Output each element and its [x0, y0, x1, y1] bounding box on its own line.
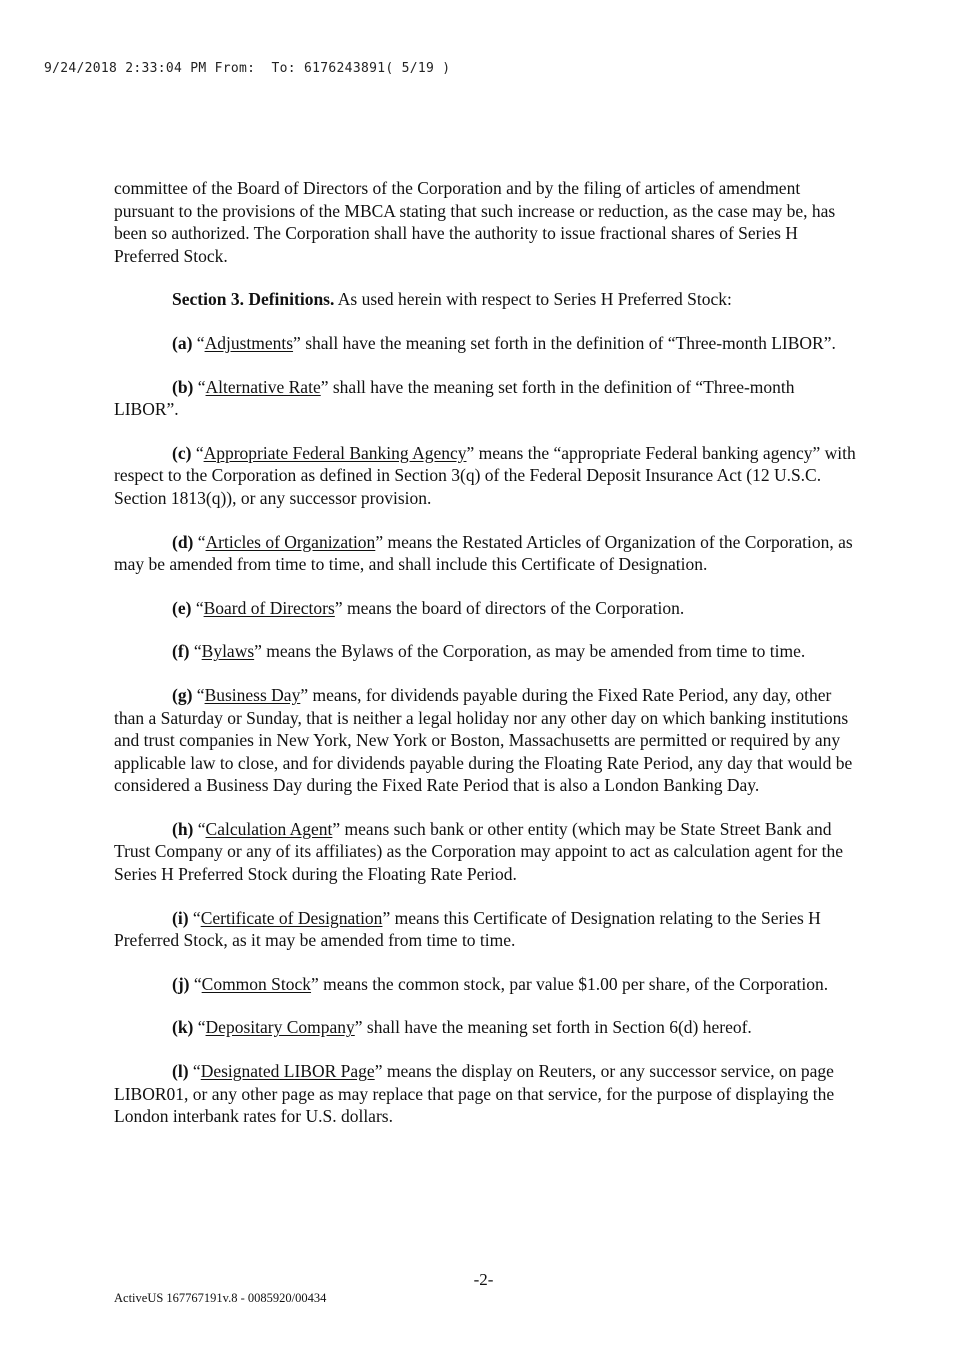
definition-letter: (a): [172, 332, 193, 353]
definition-j: (j) “Common Stock” means the common stock, par value $1.00 per share, of the Corporation.: [172, 973, 829, 994]
definition-text: ” means the “appropriate Federal banking agency” with respect to the Corporation as defined in Section 3(q) of the Federal Deposit Insurance Act (12 U.S.C. Section 1813(q)), or any successor provision.: [114, 442, 856, 508]
definition-text: ” means this Certificate of Designation relating to the Series H Preferred Stock, as it may be amended from time to time.: [114, 907, 821, 951]
definition-text: ” means the board of directors of the Corporation.: [334, 597, 685, 618]
definition-term: Alternative Rate: [205, 376, 321, 397]
definition-c: (c) “Appropriate Federal Banking Agency” means the “appropriate Federal banking agency” with respect to the Corporation as defined in Section 3(q) of the Federal Deposit Insurance Act (12 U.S.C. Section 1813(q)), or any successor provision.: [114, 442, 856, 508]
definition-term: Articles of Organization: [205, 531, 376, 552]
definition-text: ” means the display on Reuters, or any successor service, on page LIBOR01, or any other page as may replace that page on that service, for the purpose of displaying the London interbank rates for U.S. dollars.: [114, 1061, 835, 1127]
definition-text: ” means the common stock, par value $1.00 per share, of the Corporation.: [311, 973, 829, 994]
definition-letter: (d): [172, 531, 194, 552]
definition-text: ” means, for dividends payable during the Fixed Rate Period, any day, other than a Saturday or Sunday, that is neither a legal holiday nor any other day on which banking institutions and trust companies in New York, New York or Boston, Massachusetts are permitted or required by any applicable law to close, and for dividends payable during the Floating Rate Period, any day that would be considered a Business Day during the Fixed Rate Period that is also a London Banking Day.: [114, 684, 853, 796]
definition-term: Bylaws: [201, 641, 255, 662]
definition-i: (i) “Certificate of Designation” means this Certificate of Designation relating to the Series H Preferred Stock, as it may be amended from time to time.: [114, 907, 821, 951]
definition-text: ” means the Restated Articles of Organization of the Corporation, as may be amended from time to time, and shall include this Certificate of Designation.: [114, 531, 853, 575]
definition-letter: (l): [172, 1061, 189, 1082]
definition-term: Depositary Company: [205, 1017, 355, 1038]
definition-letter: (j): [172, 973, 190, 994]
definition-letter: (b): [172, 376, 194, 397]
section-3-heading: Section 3. Definitions.: [172, 289, 335, 310]
definition-b: (b) “Alternative Rate” shall have the meaning set forth in the definition of “Three-month LIBOR”.: [114, 376, 795, 420]
definition-letter: (f): [172, 641, 190, 662]
definition-letter: (e): [172, 597, 192, 618]
page-number: -2-: [473, 1270, 494, 1289]
definition-term: Common Stock: [201, 973, 312, 994]
definition-term: Business Day: [204, 684, 301, 705]
intro-paragraph: committee of the Board of Directors of the Corporation and by the filing of articles of amendment pursuant to the provisions of the MBCA stating that such increase or reduction, as the case may be, has been so authorized. The Corporation shall have the authority to issue fractional shares of Series H Preferred Stock.: [114, 178, 836, 266]
definition-text: ” means such bank or other entity (which may be State Street Bank and Trust Company or any of its affiliates) as the Corporation may appoint to act as calculation agent for the Series H Preferred Stock during the Floating Rate Period.: [114, 818, 843, 885]
definition-f: (f) “Bylaws” means the Bylaws of the Corporation, as may be amended from time to time.: [172, 641, 806, 662]
definition-term: Appropriate Federal Banking Agency: [203, 442, 467, 463]
definition-text: ” shall have the meaning set forth in the definition of “Three-month LIBOR”.: [114, 376, 795, 420]
definition-term: Board of Directors: [203, 597, 335, 618]
definition-term: Adjustments: [204, 332, 294, 353]
definition-text: ” means the Bylaws of the Corporation, as may be amended from time to time.: [254, 641, 806, 662]
definition-l: (l) “Designated LIBOR Page” means the display on Reuters, or any successor service, on page LIBOR01, or any other page as may replace that page on that service, for the purpose of displaying the London interbank rates for U.S. dollars.: [114, 1061, 835, 1127]
definition-k: (k) “Depositary Company” shall have the meaning set forth in Section 6(d) hereof.: [172, 1017, 752, 1038]
section-3-intro: [114, 288, 856, 311]
definition-d: (d) “Articles of Organization” means the Restated Articles of Organization of the Corporation, as may be amended from time to time, and shall include this Certificate of Designation.: [114, 531, 853, 575]
definition-letter: (i): [172, 907, 189, 928]
definition-letter: (k): [172, 1017, 194, 1038]
definition-term: Designated LIBOR Page: [200, 1061, 375, 1082]
definition-a: (a) “Adjustments” shall have the meaning set forth in the definition of “Three-month LIBOR”.: [172, 332, 836, 353]
definition-text: ” shall have the meaning set forth in Section 6(d) hereof.: [354, 1017, 752, 1038]
section-3-text: As used herein with respect to Series H Preferred Stock:: [334, 289, 732, 310]
document-body: [114, 177, 856, 1128]
definition-term: Calculation Agent: [205, 818, 333, 839]
definition-letter: (g): [172, 684, 193, 705]
fax-header: 9/24/2018 2:33:04 PM From: To: 6176243891( 5/19 ): [44, 61, 451, 76]
definition-e: (e) “Board of Directors” means the board of directors of the Corporation.: [172, 597, 685, 618]
definition-text: ” shall have the meaning set forth in the definition of “Three-month LIBOR”.: [293, 332, 836, 353]
definition-letter: (h): [172, 818, 194, 839]
definition-letter: (c): [172, 442, 192, 463]
document-footer-id: ActiveUS 167767191v.8 - 0085920/00434: [114, 1291, 327, 1305]
definition-h: (h) “Calculation Agent” means such bank or other entity (which may be State Street Bank and Trust Company or any of its affiliates) as the Corporation may appoint to act as calculation agent for the Series H Preferred Stock during the Floating Rate Period.: [114, 818, 843, 885]
definition-g: (g) “Business Day” means, for dividends payable during the Fixed Rate Period, any day, other than a Saturday or Sunday, that is neither a legal holiday nor any other day on which banking institutions and trust companies in New York, New York or Boston, Massachusetts are permitted or required by any applicable law to close, and for dividends payable during the Floating Rate Period, any day that would be considered a Business Day during the Fixed Rate Period that is also a London Banking Day.: [114, 684, 853, 796]
definition-term: Certificate of Designation: [200, 907, 383, 928]
